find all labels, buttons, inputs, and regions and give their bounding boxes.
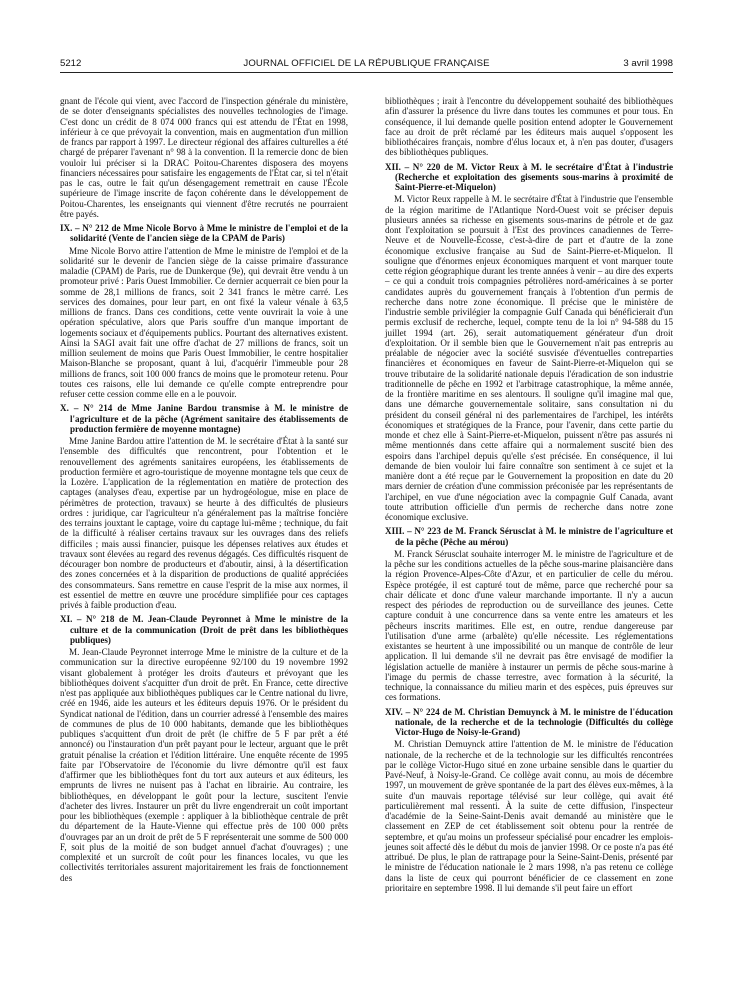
question-heading-218: XI. – N° 218 de M. Jean-Claude Peyronnet à Mme le ministre de la culture et de la communication (Droit de prêt dans les bibliothèques publiques) [60,614,348,645]
question-text-220: M. Victor Reux rappelle à M. le secrétaire d'État à l'industrie que l'ensemble de la région maritime de l'Atlantique Nord-Ouest voit se préciser depuis plusieurs années sa richesse en gisements sous-marins de pétrole et de gaz dont l'exploitation se poursuit à l'Est des provinces canadiennes de Terre-Neuve et de Nouvelle-Écosse, c'est-à-dire de part et d'autre de la zone économique exclusive française au Sud de Saint-Pierre-et-Miquelon. Il souligne que d'énormes enjeux économiques marquent et vont marquer toute cette région géographique durant les trente années à venir – au dire des experts – ce qui a conduit trois compagnies pétrolières nord-américaines à se porter candidates auprès du gouvernement français à l'obtention d'un permis de recherche dans notre zone économique. Il précise que le ministère de l'industrie semble privilégier la compagnie Gulf Canada qui bénéficierait d'un permis exclusif de recherche, lequel, compte tenu de la loi n° 94-588 du 15 juillet 1994 (art. 26), serait automatiquement générateur d'un droit d'exploitation. Or il semble bien que le Gouvernement n'ait pas entrepris au préalable de négocier avec la société susvisée d'éventuelles contreparties financières et économiques en faveur de Saint-Pierre-et-Miquelon qui se trouve tributaire de la solidarité nationale depuis l'éradication de son industrie traditionnelle de pêche en 1992 et l'arbitrage catastrophique, la même année, de la frontière maritime en ses alentours. Il souligne qu'il imagine mal que, dans une démarche gouvernementale solitaire, sans consultation ni du président du conseil général ni des parlementaires de l'archipel, les intérêts économiques et stratégiques de la France, pour l'avenir, dans cette partie du monde et chez elle à Saint-Pierre-et-Miquelon, puissent n'être pas assurés ni même mentionnés dans cette affaire qui a normalement suscité bien des espoirs dans l'archipel depuis qu'elle s'est précisée. En conséquence, il lui demande de bien vouloir lui faire connaître son sentiment à ce sujet et la manière dont a été reçue par le Gouvernement la proposition en date du 20 mars dernier de création d'une commission préconisée par les représentants de l'archipel, en vue d'une négociation avec la compagnie Gulf Canada, avant toute attribution officielle d'un permis de recherche dans notre zone économique exclusive. [385,194,673,522]
question-heading-224: XIV. – N° 224 de M. Christian Demuynck à M. le ministre de l'éducation nationale, de la recherche et de la technologie (Difficultés du collège Victor-Hugo de Noisy-le-Grand) [385,706,673,737]
journal-title: JOURNAL OFFICIEL DE LA RÉPUBLIQUE FRANÇAISE [243,58,490,69]
page-header [60,58,673,72]
continued-paragraph: gnant de l'école qui vient, avec l'accord de l'inspection générale du ministère, de se doter d'enseignants spécialistes des nouvelles technologies de l'image. C'est donc un crédit de 8 074 000 francs qui est attendu de l'État en 1998, inférieur à ce que prévoyait la convention, mais en augmentation d'un million de francs par rapport à 1997. Le directeur régional des affaires culturelles a été chargé de préparer l'avenant n° 98 à la convention. Il la remercie donc de bien vouloir lui préciser si la DRAC Poitou-Charentes disposera des moyens financiers nécessaires pour satisfaire les engagements de l'État car, si tel n'était pas le cas, outre le fait qu'un désengagement remettrait en cause l'École supérieure de l'image inscrite de façon cohérente dans le développement de Poitou-Charentes, les enseignants qui viennent d'être recrutés ne pourraient être payés. [60,96,348,219]
question-heading-214: X. – N° 214 de Mme Janine Bardou transmise à M. le ministre de l'agriculture et de la pêche (Agrément sanitaire des établissements de production fermière de moyenne montagne) [60,403,348,434]
header-rule [60,72,673,73]
question-text-218: M. Jean-Claude Peyronnet interroge Mme le ministre de la culture et de la communication sur la directive européenne 92/100 du 19 novembre 1992 visant globalement à protéger les droits d'auteurs et prévoyant que les bibliothèques doivent s'acquitter d'un droit de prêt. En France, cette directive n'est pas appliquée aux bibliothèques publiques car le Centre national du livre, créé en 1946, aide les auteurs et les éditeurs depuis 1976. Or le président du Syndicat national de l'édition, dans un courrier adressé à l'ensemble des maires de communes de plus de 10 000 habitants, demande que les bibliothèques publiques s'acquittent d'un droit de prêt (le chiffre de 5 F par prêt a été annoncé) ou l'instauration d'un prêt payant pour le lecteur, arguant que le prêt gratuit pénalise la création et l'édition littéraire. Une enquête récente de 1995 faite par l'Observatoire de l'économie du livre démontre qu'il est faux d'affirmer que les bibliothèques font du tort aux auteurs et aux éditeurs, les emprunts de livres ne nuisent pas à l'achat en librairie. Au contraire, les bibliothèques, en développant le goût pour la lecture, suscitent l'envie d'acheter des livres. Instaurer un prêt du livre engendrerait un coût important pour les bibliothèques (exemple : appliquer à la bibliothèque centrale de prêt du département de la Haute-Vienne qui effectue près de 100 000 prêts d'ouvrages par an un droit de prêt de 5 F représenterait une somme de 500 000 F, soit plus de la moitié de son budget annuel d'achat d'ouvrages) ; une complexité et un surcroît de coût pour les finances locales, vu que les collectivités territoriales assurent majoritairement les frais de fonctionnement des [60,647,348,883]
publication-date: 3 avril 1998 [623,58,673,69]
left-column [60,96,348,883]
page-number: 5212 [60,58,82,69]
question-heading-220: XII. – N° 220 de M. Victor Reux à M. le secrétaire d'État à l'industrie (Recherche et exploitation des gisements sous-marins à proximité de Saint-Pierre-et-Miquelon) [385,161,673,192]
question-text-214: Mme Janine Bardou attire l'attention de M. le secrétaire d'État à la santé sur l'ensemble des difficultés que rencontrent, pour l'obtention et le renouvellement des agréments sanitaires européens, les établissements de production fermière et agro-touristique de moyenne montagne tels que ceux de la Lozère. L'application de la réglementation en matière de protection des captages (analyses d'eau, expertise par un hydrogéologue, mise en place de périmètres de protection, travaux) se heurte à des difficultés de plusieurs ordres : juridique, car l'agriculteur n'a généralement pas la maîtrise foncière des terrains jouxtant le captage, voire du captage lui-même ; technique, du fait de la difficulté à réaliser certains travaux sur les ouvrages dans des reliefs difficiles ; mais aussi financier, puisque les dépenses relatives aux études et travaux sont élevées au regard des revenus dégagés. Ces difficultés risquent de décourager bon nombre de producteurs et d'aboutir, ainsi, à la désertification des zones concernées et à la disparition de productions de qualité appréciées des consommateurs. Sans remettre en cause l'esprit de la mise aux normes, il est essentiel de mettre en œuvre une procédure simplifiée pour ces captages privés à faible production d'eau. [60,436,348,610]
question-heading-212: IX. – N° 212 de Mme Nicole Borvo à Mme le ministre de l'emploi et de la solidarité (Vente de l'ancien siège de la CPAM de Paris) [60,223,348,244]
right-column [385,96,673,893]
question-heading-223: XIII. – N° 223 de M. Franck Sérusclat à M. le ministre de l'agriculture et de la pêche (Pêche au mérou) [385,526,673,547]
continued-paragraph: bibliothèques ; irait à l'encontre du développement souhaité des bibliothèques afin d'assurer la présence du livre dans toutes les communes et pour tous. En conséquence, il lui demande quelle position entend adopter le Gouvernement face au droit de prêt réclamé par les éditeurs mais auquel s'opposent les bibliothécaires français, nombre d'élus locaux et, à n'en pas douter, d'usagers des bibliothèques publiques. [385,96,673,158]
question-text-224: M. Christian Demuynck attire l'attention de M. le ministre de l'éducation nationale, de la recherche et de la technologie sur les difficultés rencontrées par le collège Victor-Hugo situé en zone urbaine sensible dans le quartier du Pavé-Neuf, à Noisy-le-Grand. Ce collège avait connu, au mois de décembre 1997, un mouvement de grève spontanée de la part des élèves eux-mêmes, à la suite d'un mauvais reportage télévisé sur leur collège, qui avait été particulièrement mal ressenti. À la suite de cette diffusion, l'inspecteur d'académie de la Seine-Saint-Denis avait demandé au ministère que le classement en ZEP de cet établissement soit obtenu pour la rentrée de septembre, et qu'au moins un professeur spécialisé pour encadrer les emplois-jeunes soit affecté dès le début du mois de janvier 1998. Or ce poste n'a pas été attribué. De plus, le plan de rattrapage pour la Seine-Saint-Denis, présenté par le ministre de l'éducation nationale le 2 mars 1998, n'a pas retenu ce collège dans la liste de ceux qui pourront bénéficier de ce classement en zone prioritaire en septembre 1998. Il lui demande s'il peut faire un effort [385,739,673,893]
question-text-223: M. Franck Sérusclat souhaite interroger M. le ministre de l'agriculture et de la pêche sur les conditions actuelles de la pêche sous-marine plaisancière dans la région Provence-Alpes-Côte d'Azur, et en particulier de celle du mérou. Espèce protégée, il est capturé tout de même, parce que recherché pour sa chair délicate et donc d'une valeur marchande importante. Il n'y a aucun respect des périodes de reproduction ou de surveillance des jeunes. Cette capture conduit à une concurrence dans sa vente entre les amateurs et les pêcheurs inscrits maritimes. Elle est, en outre, rendue dangereuse par l'utilisation d'une arme (arbalète) qu'elle nécessite. Les réglementations existantes se heurtent à une impossibilité ou un manque de contrôle de leur application. Il lui demande s'il ne devrait pas être envisagé de modifier la législation actuelle de manière à instaurer un permis de pêche sous-marine à l'image du permis de chasse terrestre, avec formation à la sécurité, la technique, la connaissance du milieu marin et des espèces, puis épreuves sur ces formations. [385,548,673,703]
question-text-212: Mme Nicole Borvo attire l'attention de Mme le ministre de l'emploi et de la solidarité sur le devenir de l'ancien siège de la caisse primaire d'assurance maladie (CPAM) de Paris, rue de Dunkerque (9e), qui devrait être vendu à un promoteur privé : Paris Ouest Immobilier. Ce dernier acquerrait ce bien pour la somme de 28,1 millions de francs, soit 2 341 francs le mètre carré. Les services des domaines, pour leur part, en ont fixé la valeur vénale à 63,5 millions de francs. Dans ces conditions, cette vente ouvrirait la voie à une opération spéculative, alors que Paris souffre d'un manque important de logements sociaux et d'équipements publics. Pourtant des alternatives existent. Ainsi la SAGI avait fait une offre d'achat de 27 millions de francs, soit un million seulement de moins que Paris Ouest Immobilier, le centre hospitalier Maison-Blanche se proposant, quant à lui, d'acquérir l'immeuble pour 28 millions de francs, soit 100 000 francs de moins que le promoteur retenu. Pour toutes ces raisons, elle lui demande ce qu'elle compte entreprendre pour refuser cette cession comme elle en a le pouvoir. [60,245,348,399]
